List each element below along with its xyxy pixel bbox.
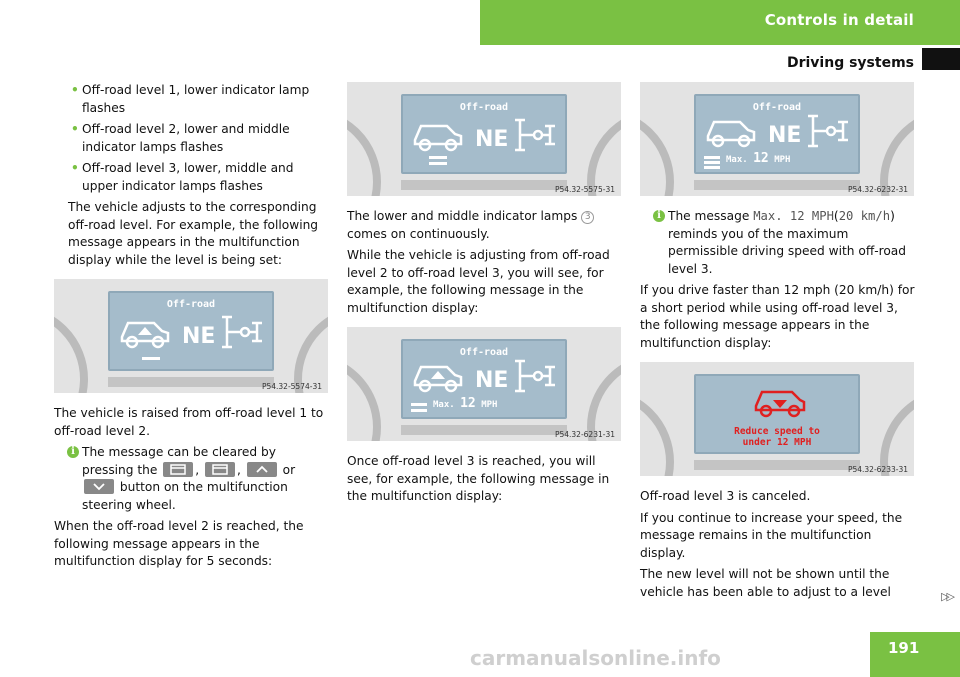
paragraph: While the vehicle is adjusting from off-road level 2 to off-road level 3, you will see, for example, the following message in the multifunction display: (347, 248, 610, 315)
lcd-screen: Off-road NE Max. 12 MPH (401, 339, 567, 419)
paragraph: The vehicle is raised from off-road level 1 to off-road level 2. (54, 406, 324, 438)
svg-text:NE: NE (475, 127, 509, 152)
figure-code: P54.32-5574-31 (261, 382, 322, 391)
svg-text:NE: NE (182, 324, 216, 349)
section-title: Controls in detail (764, 11, 914, 29)
gauge-arc-left (347, 327, 387, 441)
info-icon: i (653, 210, 665, 222)
paragraph: If you continue to increase your speed, the message remains in the multifunction display. (640, 510, 903, 560)
display-strip (694, 460, 860, 470)
lcd-screen: Off-road NE (108, 291, 274, 371)
gauge-arc-right (874, 362, 914, 476)
lcd-screen: Off-road NE Max. 12 MPH (694, 94, 860, 174)
paragraph: If you drive faster than 12 mph (20 km/h) for a short period while using off-road level 3, the following message appears in the multifunction display: (640, 283, 915, 350)
display-back-button-icon (163, 462, 193, 477)
display-strip (108, 377, 274, 387)
lcd-screen: Off-road NE (401, 94, 567, 174)
column-2 (347, 72, 623, 510)
gauge-arc-left (54, 279, 94, 393)
display-figure-2 (347, 82, 621, 196)
info-icon: i (67, 446, 79, 458)
gauge-arc-right (581, 327, 621, 441)
watermark: carmanualsonline.info (470, 646, 721, 670)
gauge-arc-left (640, 362, 680, 476)
speed-warning-text: Reduce speed to under 12 MPH (734, 426, 820, 448)
display-strip (401, 180, 567, 190)
paragraph: The vehicle adjusts to the corresponding off-road level. For example, the following message appears in the multifunction display while the level is being set: (68, 200, 319, 267)
bullet-item: • Off-road level 1, lower indicator lamp flashes (71, 83, 310, 115)
column-3 (640, 72, 916, 605)
subsection-title: Driving systems (786, 55, 914, 71)
svg-text:NE: NE (475, 368, 509, 393)
gauge-arc-right (581, 82, 621, 196)
figure-code: P54.32-6233-31 (847, 465, 908, 474)
gauge-arc-left (347, 82, 387, 196)
gauge-arc-left (640, 82, 680, 196)
figure-code: P54.32-6232-31 (847, 185, 908, 194)
display-figure-4 (640, 82, 914, 196)
chevron-up-button-icon (247, 462, 277, 477)
bullet-item: • Off-road level 2, lower and middle indicator lamps flashes (71, 122, 290, 154)
speed-limit-readout: Max. 12 MPH (726, 151, 791, 166)
section-tab (922, 48, 960, 70)
display-strip (694, 180, 860, 190)
page-number-box (870, 632, 960, 677)
speed-limit-readout: Max. 12 MPH (433, 396, 498, 411)
offroad-vehicle-icon (110, 293, 276, 373)
display-strip (401, 425, 567, 435)
column-1 (54, 82, 330, 575)
paragraph: Off-road level 3 is canceled. (640, 489, 811, 503)
bullet-icon: • (71, 122, 79, 136)
callout-number: 3 (581, 211, 594, 224)
bullet-icon: • (71, 83, 79, 97)
chevron-down-button-icon (84, 479, 114, 494)
lcd-screen (694, 374, 860, 454)
bullet-item: • Off-road level 3, lower, middle and upper indicator lamps flashes (71, 161, 294, 193)
bullet-icon: • (71, 161, 79, 175)
offroad-vehicle-icon (403, 96, 569, 176)
paragraph: Once off-road level 3 is reached, you will see, for example, the following message in the multifunction display: (347, 454, 610, 503)
paragraph: The lower and middle indicator lamps 3 comes on continuously. (347, 208, 623, 243)
paragraph: The new level will not be shown until the vehicle has been able to adjust to a level (640, 567, 891, 599)
page-number: 191 (888, 639, 920, 657)
display-figure-1 (54, 279, 328, 393)
info-note: i The message Max. 12 MPH(20 km/h) reminds you of the maximum permissible driving speed with off-road level 3. (640, 208, 916, 278)
display-forward-button-icon (205, 462, 235, 477)
gauge-arc-right (288, 279, 328, 393)
display-figure-5 (640, 362, 914, 476)
gauge-arc-right (874, 82, 914, 196)
figure-code: P54.32-5575-31 (554, 185, 615, 194)
paragraph: When the off-road level 2 is reached, the following message appears in the multifunction display for 5 seconds: (54, 519, 304, 568)
display-figure-3 (347, 327, 621, 441)
continue-arrow-icon: ▷▷ (941, 590, 952, 603)
svg-text:NE: NE (768, 123, 802, 148)
figure-code: P54.32-6231-31 (554, 430, 615, 439)
info-note: i The message can be cleared by pressing the , , or button on the multifunction steering wheel. (54, 444, 330, 514)
